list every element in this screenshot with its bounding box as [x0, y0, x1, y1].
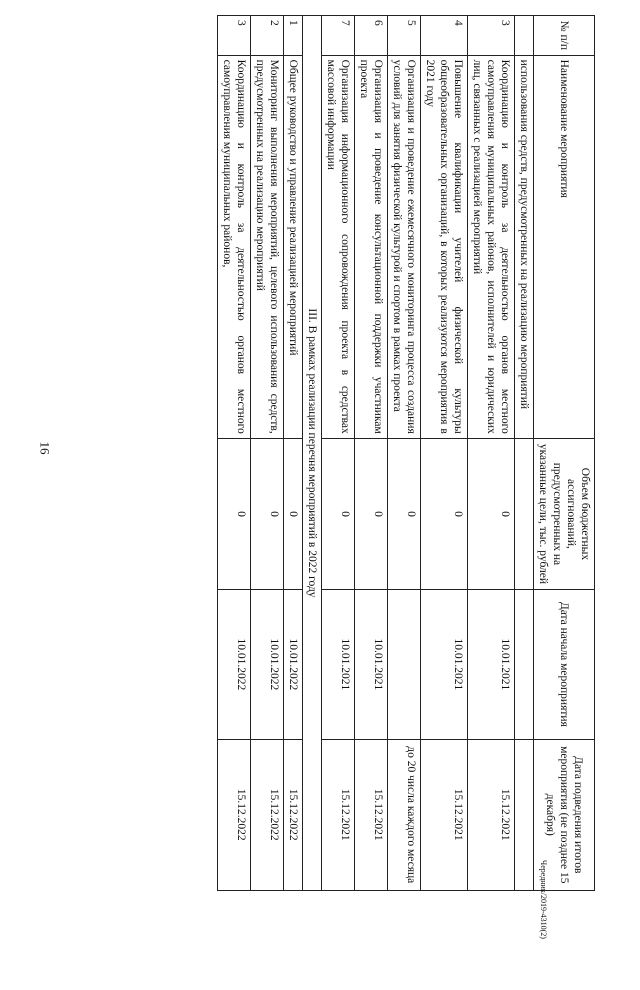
row-name: Организация и проведение ежемесячного мониторинга процесса создания условий для занятия физической культурой и спортом в рамках проекта: [388, 55, 421, 438]
header-volume: Объем бюджетных ассигнований, предусмотренных на указанные цели, тыс. рублей: [534, 438, 595, 589]
row-name: Организация информационного сопровождения проекта в средствах массовой информации: [322, 55, 355, 438]
row-number: 6: [355, 16, 388, 56]
table-row: [322, 16, 355, 891]
row-end-date: до 20 числа каждого месяца: [388, 739, 421, 890]
row-name: Координацию и контроль за деятельностью органов местного самоуправления муниципальных районов, исполнителей и юридических лиц, связанных с реализацией мероприятий: [468, 55, 515, 438]
row-start-date: 10.01.2022: [251, 590, 284, 739]
row-end-date: 15.12.2021: [421, 739, 468, 890]
table-row: [421, 16, 468, 891]
table-header-row: [534, 16, 595, 891]
row-name: Мониторинг выполнения мероприятий, целевого использования средств, предусмотренных на реализацию мероприятий: [251, 55, 284, 438]
row-number: 3: [468, 16, 515, 56]
row-name: Организация и проведение консультационной поддержки участникам проекта: [355, 55, 388, 438]
table-row: [355, 16, 388, 891]
row-end-date: 15.12.2022: [251, 739, 284, 890]
row-volume: 0: [355, 438, 388, 589]
row-volume: 0: [468, 438, 515, 589]
section-heading-row: [303, 16, 322, 891]
row-start-date: [515, 590, 534, 739]
row-volume: 0: [388, 438, 421, 589]
section-title: III. В рамках реализации перечня мероприятий в 2022 году: [303, 16, 322, 891]
row-start-date: 10.01.2021: [322, 590, 355, 739]
events-table: [217, 15, 595, 891]
row-volume: 0: [251, 438, 284, 589]
row-start-date: [388, 590, 421, 739]
row-number: 3: [218, 16, 251, 56]
row-volume: 0: [284, 438, 303, 589]
table-row: [515, 16, 534, 891]
table-row: [468, 16, 515, 891]
table-row: [388, 16, 421, 891]
header-name: Наименование мероприятия: [534, 55, 595, 438]
row-number: 5: [388, 16, 421, 56]
table-row: [284, 16, 303, 891]
row-end-date: 15.12.2021: [355, 739, 388, 890]
row-end-date: 15.12.2022: [284, 739, 303, 890]
row-start-date: 10.01.2021: [468, 590, 515, 739]
row-start-date: 10.01.2022: [284, 590, 303, 739]
row-end-date: 15.12.2022: [218, 739, 251, 890]
row-name: Общее руководство и управление реализацией мероприятий: [284, 55, 303, 438]
table-row: [251, 16, 284, 891]
row-volume: [515, 438, 534, 589]
row-number: 4: [421, 16, 468, 56]
row-start-date: 10.01.2021: [355, 590, 388, 739]
row-end-date: [515, 739, 534, 890]
page-number: 16: [37, 441, 53, 455]
row-volume: 0: [218, 438, 251, 589]
events-table-container: [85, 15, 595, 891]
header-end-date: Дата подведения итогов мероприятия (не позднее 15 декабря): [534, 739, 595, 890]
row-name: Координацию и контроль за деятельностью органов местного самоуправления муниципальных районов,: [218, 55, 251, 438]
row-number: 2: [251, 16, 284, 56]
row-volume: 0: [421, 438, 468, 589]
row-end-date: 15.12.2021: [468, 739, 515, 890]
row-number: [515, 16, 534, 56]
table-row: [218, 16, 251, 891]
document-footer-code: Чередник/2019-4310(2): [539, 860, 548, 939]
row-number: 1: [284, 16, 303, 56]
header-start-date: Дата начала мероприятия: [534, 590, 595, 739]
row-name: использования средств, предусмотренных на реализацию мероприятий: [515, 55, 534, 438]
row-volume: 0: [322, 438, 355, 589]
row-number: 7: [322, 16, 355, 56]
row-end-date: 15.12.2021: [322, 739, 355, 890]
row-start-date: 10.01.2022: [218, 590, 251, 739]
header-number: № п/п: [534, 16, 595, 56]
row-start-date: 10.01.2021: [421, 590, 468, 739]
row-name: Повышение квалификации учителей физической культуры общеобразовательных организаций, в которых реализуются мероприятия в 2021 году: [421, 55, 468, 438]
